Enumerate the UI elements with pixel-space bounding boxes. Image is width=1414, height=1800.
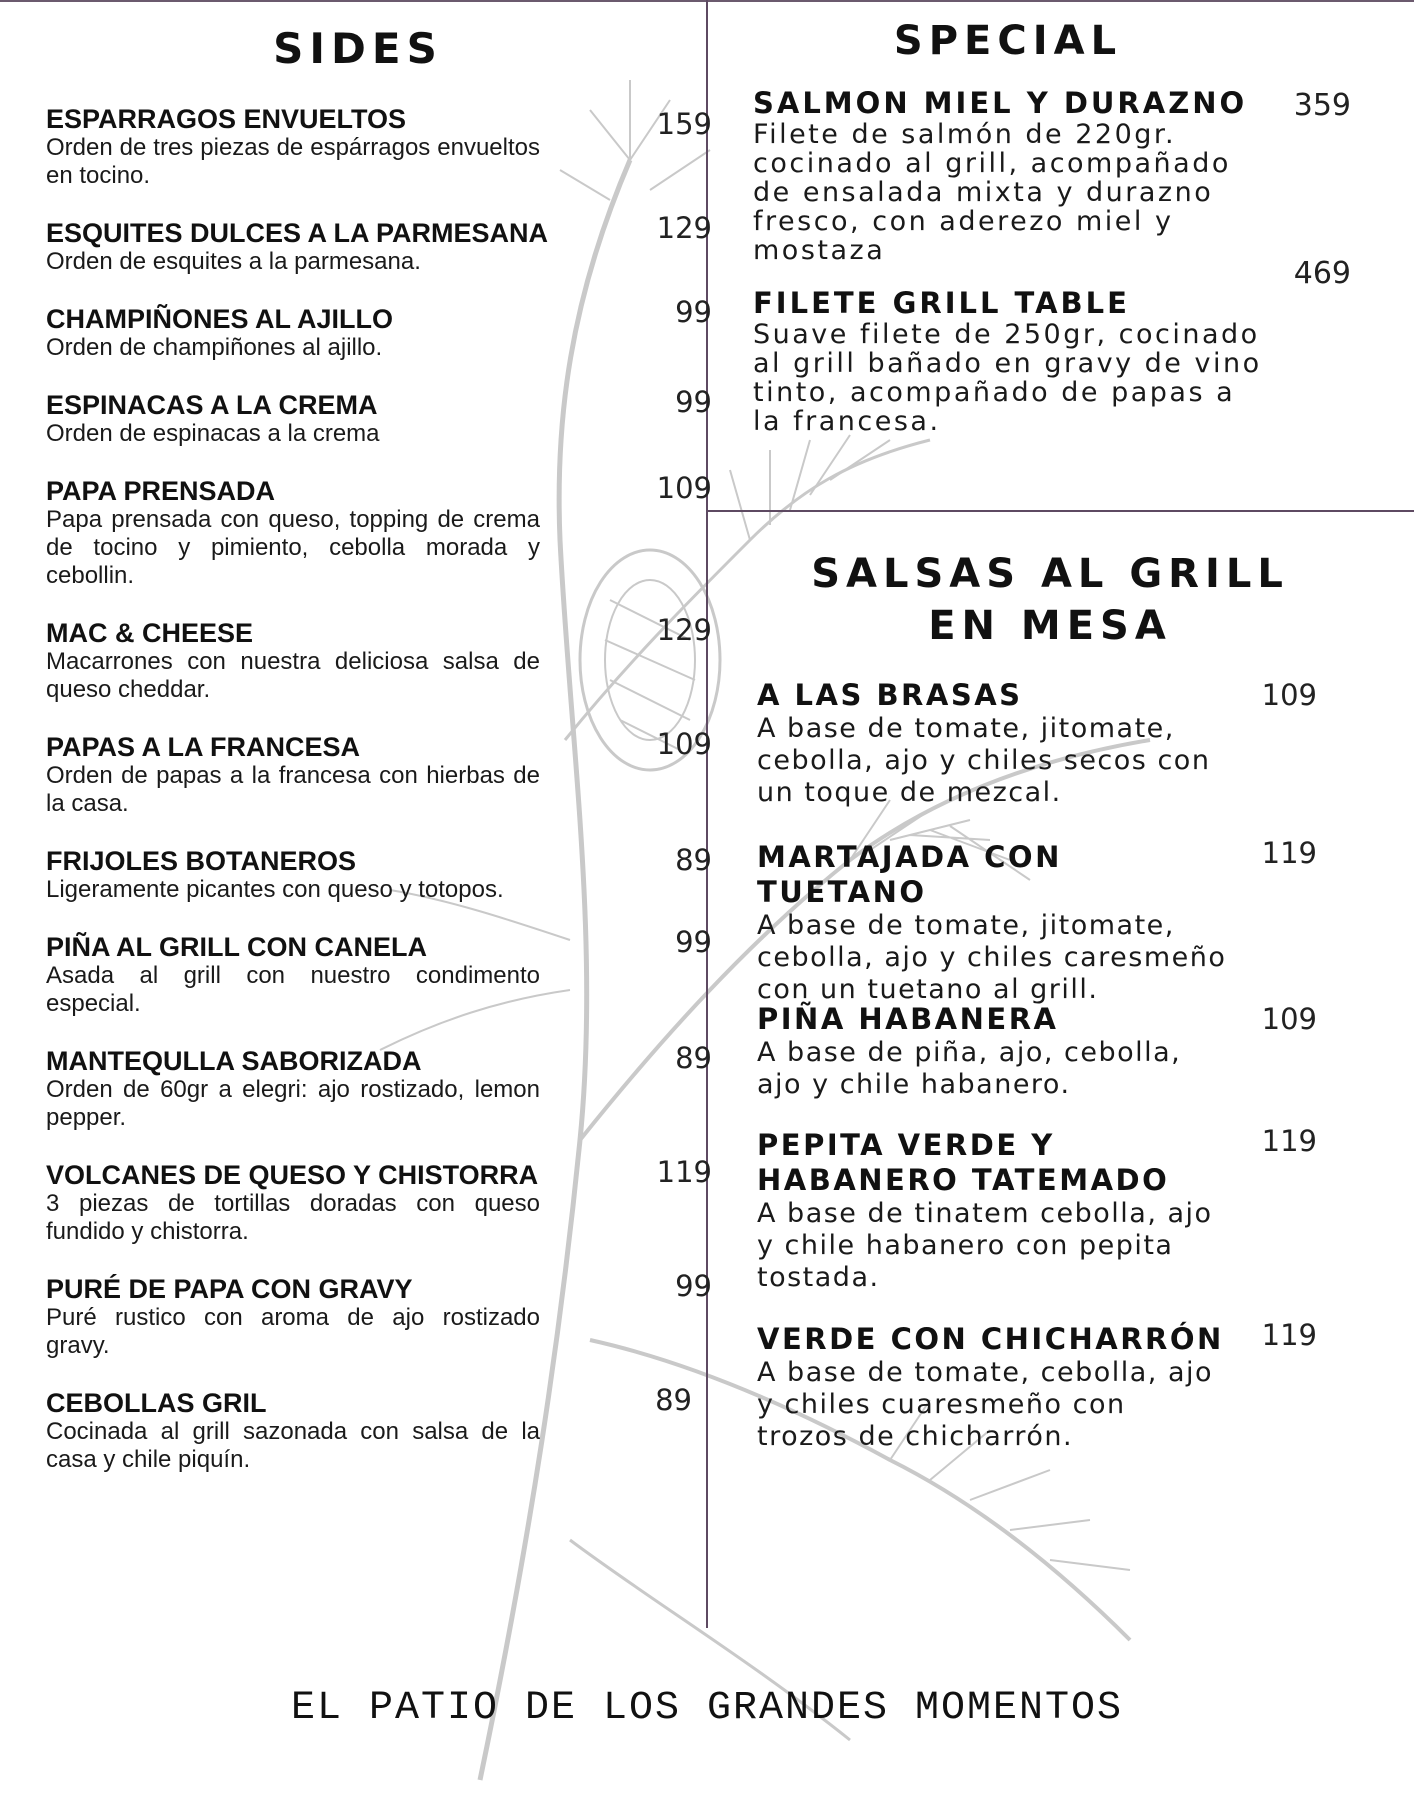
salsa-item [757,836,1357,1005]
item-description: Orden de 60gr a elegri: ajo rostizado, lemon pepper. [46,1076,540,1131]
item-description: Ligeramente picantes con queso y totopos. [46,876,504,903]
item-name: PURÉ DE PAPA CON GRAVY [46,1274,413,1304]
salsa-item [757,1318,1357,1452]
salsa-description: A base de tomate, jitomate, cebolla, ajo y chiles secos con un toque de mezcal. [757,713,1211,808]
item-price: 99 [675,385,712,419]
item-name: VOLCANES DE QUESO Y CHISTORRA [46,1160,539,1190]
salsa-name: PEPITA VERDE Y HABANERO TATEMADO [757,1128,1170,1197]
salsa-item [757,1124,1357,1322]
item-price: 109 [656,471,712,505]
item-price: 89 [675,1041,712,1075]
item-name: PIÑA AL GRILL CON CANELA [46,932,428,962]
item-description: Orden de espinacas a la crema [46,420,380,447]
item-description: Cocinada al grill sazonada con salsa de la casa y chile piquín. [46,1418,540,1473]
item-description: Macarrones con nuestra deliciosa salsa de queso cheddar. [46,648,540,703]
item-price: 99 [675,925,712,959]
special-item-description: Filete de salmón de 220gr. cocinado al grill, acompañado de ensalada mixta y durazno fresco, con aderezo miel y mostaza [753,119,1231,266]
item-description: Orden de tres piezas de espárragos envueltos en tocino. [46,134,540,189]
salsas-title-line2: EN MESA [928,603,1172,649]
salsa-price: 119 [1261,1318,1317,1352]
item-name: CEBOLLAS GRIL [46,1388,267,1418]
item-price: 89 [655,1383,692,1417]
salsa-name: A LAS BRASAS [757,678,1023,712]
item-price: 99 [675,1269,712,1303]
menu-item [46,295,712,391]
special-salsas-divider [706,510,1414,512]
item-name: MANTEQULLA SABORIZADA [46,1046,422,1076]
item-price: 109 [656,727,712,761]
item-price: 119 [656,1155,712,1189]
item-description: Papa prensada con queso, topping de crema de tocino y pimiento, cebolla morada y cebollin. [46,506,540,589]
item-description: Orden de champiñones al ajillo. [46,334,383,361]
salsa-description: A base de tomate, jitomate, cebolla, ajo y chiles caresmeño con un tuetano al grill. [757,910,1227,1005]
item-description: Puré rustico con aroma de ajo rostizado gravy. [46,1304,540,1359]
menu-item [46,211,712,305]
menu-item [46,1041,712,1161]
item-price: 99 [675,295,712,329]
menu-item [46,385,712,477]
salsas-title-line1: SALSAS AL GRILL [811,551,1289,597]
item-name: ESPINACAS A LA CREMA [46,390,378,420]
item-name: CHAMPIÑONES AL AJILLO [46,304,394,334]
salsa-description: A base de piña, ajo, cebolla, ajo y chile habanero. [757,1037,1182,1100]
item-description: Orden de esquites a la parmesana. [46,248,421,275]
menu-item [46,104,712,219]
salsa-name: PIÑA HABANERA [757,1002,1059,1036]
salsa-description: A base de tomate, cebolla, ajo y chiles cuaresmeño con trozos de chicharrón. [757,1357,1214,1452]
salsa-description: A base de tinatem cebolla, ajo y chile habanero con pepita tostada. [757,1198,1213,1293]
item-price: 129 [656,613,712,647]
salsas-title [760,548,1340,652]
salsa-price: 119 [1261,836,1317,870]
item-name: ESPARRAGOS ENVUELTOS [46,104,407,134]
special-item-price: 469 [1293,256,1351,291]
salsa-name: VERDE CON CHICHARRÓN [757,1322,1224,1356]
special-item-name: FILETE GRILL TABLE [753,286,1130,320]
sides-title: SIDES [273,24,443,73]
menu-item [46,1383,692,1479]
item-price: 159 [656,107,712,141]
salsa-name: MARTAJADA CON TUETANO [757,840,1062,909]
menu-item [46,613,712,733]
sides-list [46,104,712,1479]
salsa-price: 109 [1261,678,1317,712]
special-item-price: 359 [1293,88,1351,123]
item-price: 89 [675,843,712,877]
item-description: 3 piezas de tortillas doradas con queso fundido y chistorra. [46,1190,540,1245]
special-item-name: SALMON MIEL Y DURAZNO [753,86,1248,120]
salsa-price: 109 [1261,1002,1317,1036]
special-title: SPECIAL [893,18,1123,64]
menu-item [46,843,712,933]
salsa-item [757,678,1357,840]
special-item [753,256,1353,486]
menu-item [46,471,712,619]
menu-item [46,1269,712,1389]
footer-slogan: EL PATIO DE LOS GRANDES MOMENTOS [290,1686,1124,1731]
special-item-description: Suave filete de 250gr, cocinado al grill bañado en gravy de vino tinto, acompañado de papas a la francesa. [753,319,1262,437]
item-name: MAC & CHEESE [46,618,254,648]
item-name: PAPAS A LA FRANCESA [46,732,361,762]
salsa-item [757,1002,1357,1128]
item-name: FRIJOLES BOTANEROS [46,846,357,876]
menu-item [46,727,712,847]
special-list [753,86,1353,486]
item-name: PAPA PRENSADA [46,476,276,506]
item-price: 129 [656,211,712,245]
item-name: ESQUITES DULCES A LA PARMESANA [46,218,549,248]
salsas-list [757,678,1357,1452]
salsa-price: 119 [1261,1124,1317,1158]
item-description: Orden de papas a la francesa con hierbas de la casa. [46,762,540,817]
menu-item [46,925,712,1047]
menu-item [46,1155,712,1275]
item-description: Asada al grill con nuestro condimento especial. [46,962,540,1017]
